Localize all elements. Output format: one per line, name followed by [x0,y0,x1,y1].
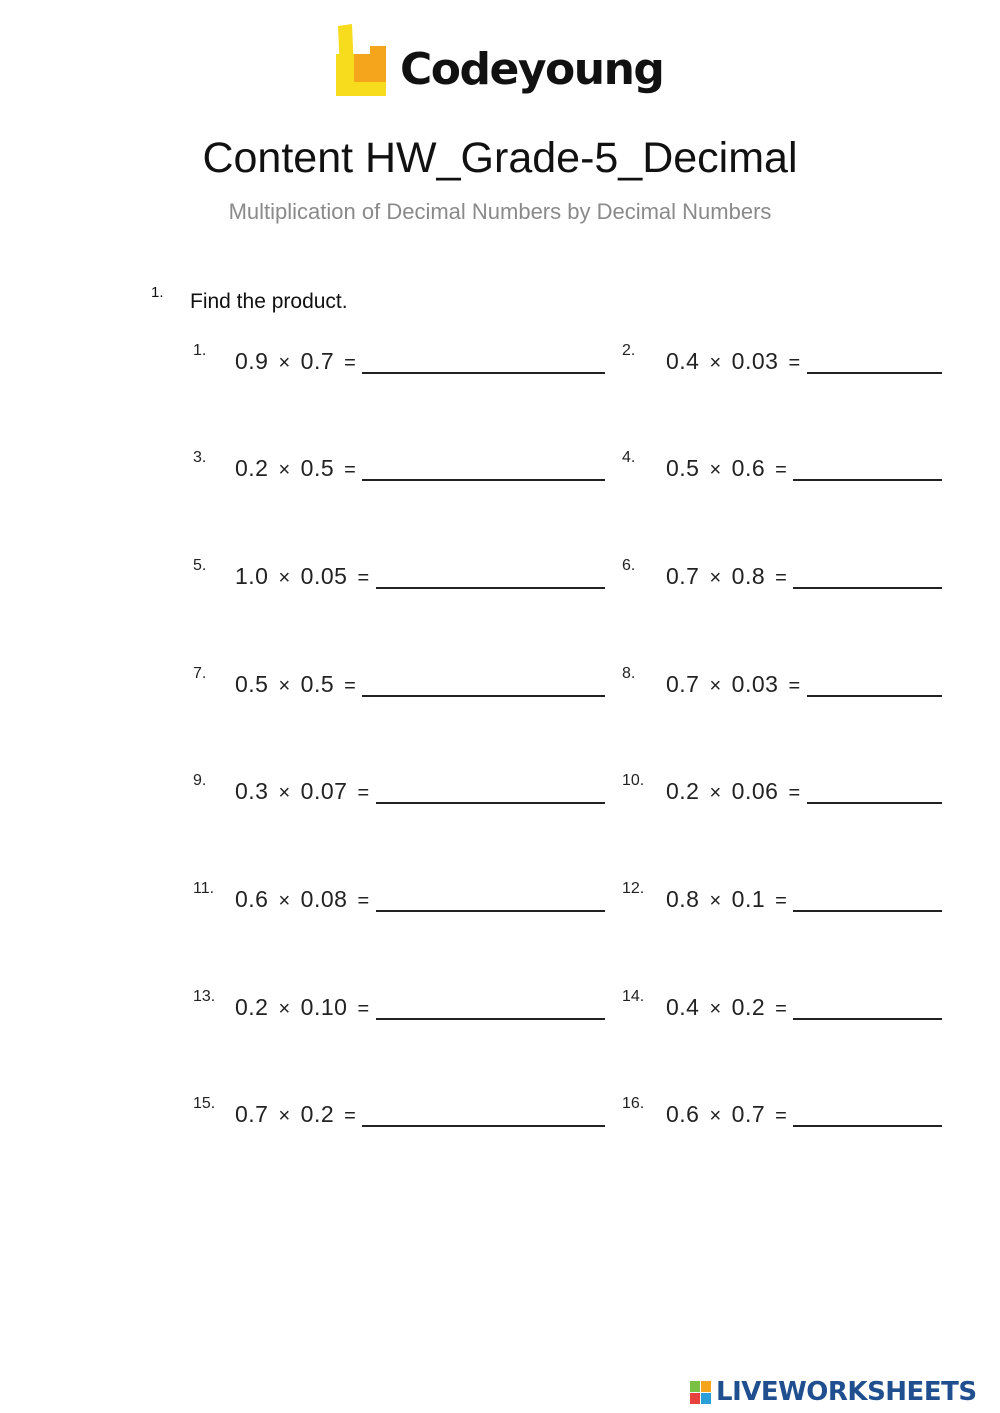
problem-number: 5. [193,557,207,574]
operand-a: 0.7 [666,563,700,589]
problem-number: 11. [193,880,215,897]
problem-item [622,1093,942,1133]
problem-number: 14. [622,988,645,1005]
multiply-sign: × [709,567,722,589]
answer-input[interactable] [793,910,942,912]
equals-sign: = [788,675,801,697]
multiply-sign: × [278,998,291,1020]
answer-input[interactable] [807,695,942,697]
operand-b: 0.06 [731,778,779,804]
multiply-sign: × [709,1105,722,1127]
operand-a: 0.2 [666,778,700,804]
equals-sign: = [357,567,370,589]
equals-sign: = [775,890,788,912]
problem-number: 3. [193,449,207,466]
problem-number: 9. [193,772,207,789]
problem-item [193,1093,605,1133]
multiply-sign: × [709,675,722,697]
operand-a: 0.2 [235,455,269,481]
operand-b: 0.7 [731,1101,766,1127]
problem-number: 16. [622,1095,645,1112]
operand-a: 0.6 [235,886,269,912]
problem-expression [235,348,356,375]
equals-sign: = [344,459,357,481]
operand-b: 0.8 [731,563,766,589]
problem-number: 1. [193,342,207,359]
document-subtitle: Multiplication of Decimal Numbers by Decimal Numbers [228,199,772,224]
operand-b: 0.1 [731,886,766,912]
problem-expression [235,886,370,913]
problem-number: 10. [622,772,645,789]
answer-input[interactable] [376,1018,605,1020]
equals-sign: = [357,890,370,912]
operand-a: 0.5 [666,455,700,481]
operand-a: 0.8 [666,886,700,912]
codeyoung-logo [332,24,677,106]
equals-sign: = [775,459,788,481]
multiply-sign: × [709,459,722,481]
problem-item [193,555,605,595]
multiply-sign: × [278,459,291,481]
problem-item [622,663,942,703]
equals-sign: = [775,567,788,589]
brand-name: Codeyoung [400,44,664,95]
problem-expression [235,1101,356,1128]
operand-a: 0.7 [235,1101,269,1127]
problem-expression [235,563,370,590]
liveworksheets-brand: LIVEWORKSHEETS [716,1377,977,1407]
problem-item [622,878,942,918]
problem-number: 13. [193,988,216,1005]
problem-item [193,878,605,918]
equals-sign: = [788,352,801,374]
operand-a: 1.0 [235,563,269,589]
problem-item [193,986,605,1026]
multiply-sign: × [278,782,291,804]
operand-b: 0.6 [731,455,766,481]
multiply-sign: × [709,782,722,804]
problem-item [622,340,942,380]
problem-number: 12. [622,880,645,897]
problem-expression [666,1101,787,1128]
footer-watermark [690,1377,990,1407]
answer-input[interactable] [362,372,605,374]
operand-a: 0.3 [235,778,269,804]
question-number: 1. [151,284,164,301]
multiply-sign: × [278,567,291,589]
operand-a: 0.9 [235,348,269,374]
answer-input[interactable] [376,910,605,912]
problem-number: 7. [193,665,207,682]
problem-item [622,770,942,810]
problem-expression [235,778,370,805]
operand-a: 0.4 [666,994,700,1020]
problem-item [193,447,605,487]
multiply-sign: × [709,998,722,1020]
equals-sign: = [788,782,801,804]
answer-input[interactable] [362,695,605,697]
problem-number: 8. [622,665,636,682]
operand-b: 0.7 [300,348,335,374]
operand-b: 0.05 [300,563,348,589]
answer-input[interactable] [807,802,942,804]
equals-sign: = [344,352,357,374]
problem-expression [235,455,356,482]
problem-number: 6. [622,557,636,574]
problem-item [622,447,942,487]
multiply-sign: × [278,675,291,697]
answer-input[interactable] [362,1125,605,1127]
operand-b: 0.5 [300,671,335,697]
multiply-sign: × [278,890,291,912]
problem-item [622,986,942,1026]
equals-sign: = [775,1105,788,1127]
document-title: Content HW_Grade-5_Decimal [202,134,798,182]
equals-sign: = [357,998,370,1020]
operand-a: 0.2 [235,994,269,1020]
answer-input[interactable] [793,479,942,481]
answer-input[interactable] [793,1125,942,1127]
operand-b: 0.2 [731,994,766,1020]
problem-expression [666,778,801,805]
answer-input[interactable] [807,372,942,374]
problem-expression [235,994,370,1021]
liveworksheets-logo-icon [690,1381,712,1405]
operand-a: 0.4 [666,348,700,374]
equals-sign: = [344,1105,357,1127]
operand-a: 0.6 [666,1101,700,1127]
equals-sign: = [775,998,788,1020]
multiply-sign: × [278,352,291,374]
operand-a: 0.7 [666,671,700,697]
answer-input[interactable] [376,802,605,804]
problem-number: 4. [622,449,636,466]
equals-sign: = [344,675,357,697]
operand-a: 0.5 [235,671,269,697]
multiply-sign: × [278,1105,291,1127]
equals-sign: = [357,782,370,804]
problem-item [193,770,605,810]
problem-number: 2. [622,342,636,359]
operand-b: 0.2 [300,1101,335,1127]
question-prompt: Find the product. [190,290,348,313]
problem-expression [666,886,787,913]
operand-b: 0.5 [300,455,335,481]
problem-item [193,663,605,703]
operand-b: 0.03 [731,348,779,374]
operand-b: 0.03 [731,671,779,697]
problem-expression [666,671,801,698]
problem-item [622,555,942,595]
operand-b: 0.07 [300,778,348,804]
problem-number: 15. [193,1095,216,1112]
operand-b: 0.10 [300,994,348,1020]
answer-input[interactable] [793,1018,942,1020]
problem-expression [666,348,801,375]
codeyoung-logo-icon [332,24,388,100]
multiply-sign: × [709,352,722,374]
multiply-sign: × [709,890,722,912]
answer-input[interactable] [376,587,605,589]
answer-input[interactable] [793,587,942,589]
problem-item [193,340,605,380]
problem-expression [666,994,787,1021]
operand-b: 0.08 [300,886,348,912]
problem-expression [235,671,356,698]
answer-input[interactable] [362,479,605,481]
problem-expression [666,563,787,590]
problem-expression [666,455,787,482]
